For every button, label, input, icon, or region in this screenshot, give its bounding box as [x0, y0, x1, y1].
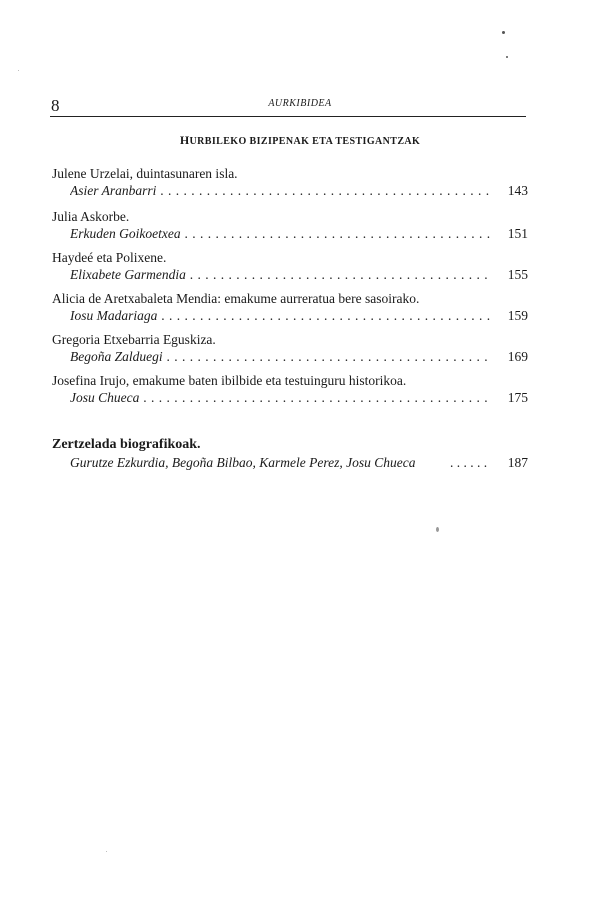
- entry-page: 155: [507, 267, 528, 282]
- entry-author: Erkuden Goikoetxea . . .: [70, 225, 492, 242]
- entry-title: Alicia de Aretxabaleta Mendia: emakume aurreratua bere sasoirako.: [52, 291, 420, 306]
- entry-author: Begoña Zalduegi . . .: [70, 348, 492, 365]
- page-number: 8: [51, 96, 60, 115]
- scan-speck: [436, 527, 439, 532]
- entry-title: Josefina Irujo, emakume baten ibilbide eta testuinguru historikoa.: [52, 373, 407, 388]
- entry-author: Iosu Madariaga . . .: [70, 307, 492, 324]
- biography-leader-dots: . . . . . .: [450, 455, 488, 470]
- entry-page: 151: [507, 226, 528, 241]
- toc-entry[interactable]: [52, 290, 530, 324]
- entry-page: 175: [507, 390, 528, 405]
- scan-speck: [106, 851, 107, 852]
- scan-speck: [506, 56, 508, 58]
- entry-author: Elixabete Garmendia . . .: [70, 266, 492, 283]
- section-heading-rest: URBILEKO BIZIPENAK ETA TESTIGANTZAK: [189, 136, 421, 147]
- entry-title: Julia Askorbe.: [52, 209, 130, 224]
- toc-entry[interactable]: [52, 165, 530, 199]
- toc-entry[interactable]: [52, 331, 530, 365]
- entry-title: Gregoria Etxebarria Eguskiza.: [52, 332, 216, 347]
- toc-entry[interactable]: [52, 249, 530, 283]
- entry-author: Asier Aranbarri . . .: [70, 182, 492, 199]
- biography-authors: Gurutze Ezkurdia, Begoña Bilbao, Karmele Perez, Josu Chueca: [70, 455, 416, 470]
- toc-entry[interactable]: [52, 208, 530, 242]
- section-heading: [0, 133, 600, 148]
- biography-page: 187: [507, 455, 528, 470]
- section-heading-initial: H: [179, 133, 190, 147]
- header-rule: [50, 116, 526, 117]
- entry-title: Haydeé eta Polixene.: [52, 250, 167, 265]
- running-title: AURKIBIDEA: [268, 98, 332, 109]
- biography-heading[interactable]: Zertzelada biografikoak.: [52, 437, 201, 452]
- biography-entry: [52, 454, 530, 471]
- scan-speck: [502, 31, 505, 34]
- toc-entry[interactable]: [52, 372, 530, 406]
- entry-page: 159: [507, 308, 528, 323]
- entry-title: Julene Urzelai, duintasunaren isla.: [52, 166, 238, 181]
- scan-speck: [18, 70, 19, 71]
- entry-author: Josu Chueca . . .: [70, 389, 492, 406]
- entry-page: 169: [507, 349, 528, 364]
- entry-page: 143: [507, 183, 528, 198]
